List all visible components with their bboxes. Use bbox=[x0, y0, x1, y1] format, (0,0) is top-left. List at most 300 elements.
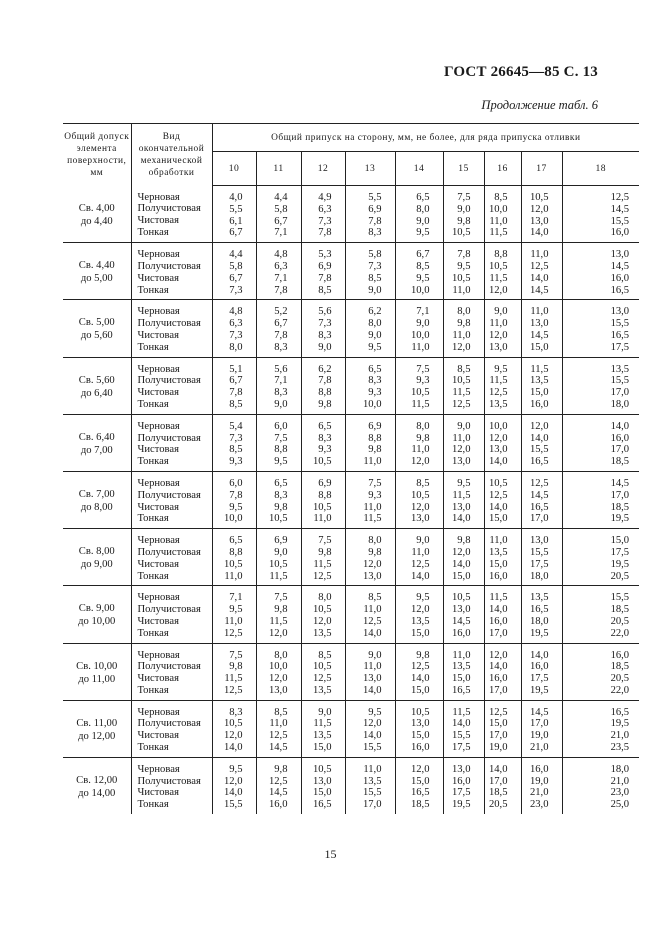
machining-kind-label: Тонкая bbox=[137, 341, 169, 353]
allowance-value: 12,5 bbox=[610, 192, 630, 203]
allowance-value: 10,5 bbox=[312, 456, 332, 468]
allowance-value: 10,0 bbox=[268, 661, 288, 673]
allowance-value: 8,5 bbox=[318, 284, 332, 296]
allowance-value: 10,0 bbox=[362, 398, 382, 410]
allowance-value: 4,8 bbox=[274, 249, 288, 261]
allowance-value: 12,5 bbox=[223, 627, 243, 639]
allowance-value-cell bbox=[443, 529, 484, 586]
allowance-value: 11,5 bbox=[489, 375, 508, 387]
allowance-value: 11,5 bbox=[269, 570, 288, 582]
table-row bbox=[63, 357, 639, 414]
allowance-value-cell bbox=[212, 243, 256, 300]
allowance-value-cell bbox=[212, 700, 256, 757]
allowance-value-cell bbox=[443, 700, 484, 757]
allowance-value: 17,0 bbox=[529, 718, 549, 730]
allowance-value: 16,5 bbox=[529, 604, 549, 616]
allowance-value: 11,0 bbox=[452, 329, 471, 341]
allowance-value: 9,8 bbox=[457, 215, 471, 227]
allowance-value: 11,0 bbox=[363, 604, 382, 616]
allowance-value-cell bbox=[395, 300, 443, 357]
allowance-value: 10,0 bbox=[410, 284, 430, 296]
allowance-value: 14,0 bbox=[223, 787, 243, 799]
allowance-value: 11,0 bbox=[411, 546, 430, 558]
allowance-value-cell bbox=[345, 529, 395, 586]
allowance-value: 5,6 bbox=[274, 363, 288, 375]
tolerance-cell bbox=[63, 414, 131, 471]
allowance-value: 15,0 bbox=[529, 341, 549, 353]
allowance-value: 8,8 bbox=[274, 444, 288, 456]
allowance-value: 11,5 bbox=[363, 513, 382, 525]
allowance-value: 10,5 bbox=[451, 375, 471, 387]
allowance-value-cell bbox=[212, 300, 256, 357]
machining-kind-label: Чистовая bbox=[137, 272, 179, 284]
tolerance-cell bbox=[63, 357, 131, 414]
allowance-value: 11,5 bbox=[452, 489, 471, 501]
allowance-value: 18,5 bbox=[410, 799, 430, 811]
tolerance-range-line: до 10,00 bbox=[78, 616, 116, 628]
allowance-value: 11,0 bbox=[489, 535, 508, 547]
machining-kind-label: Получистовая bbox=[137, 203, 201, 215]
allowance-value: 10,5 bbox=[312, 501, 332, 513]
machining-kind-label: Чистовая bbox=[137, 558, 179, 570]
allowance-value: 11,5 bbox=[313, 558, 332, 570]
allowance-value: 12,5 bbox=[312, 673, 332, 685]
machining-kind-cell bbox=[131, 643, 212, 700]
allowance-value: 12,5 bbox=[529, 477, 549, 489]
allowance-value: 12,0 bbox=[410, 604, 430, 616]
allowance-value: 11,0 bbox=[363, 763, 382, 775]
allowance-value-cell bbox=[345, 757, 395, 814]
tolerance-range-line: до 7,00 bbox=[80, 444, 113, 456]
allowance-value-cell bbox=[256, 414, 301, 471]
allowance-value: 9,5 bbox=[229, 501, 243, 513]
allowance-value: 9,5 bbox=[368, 341, 382, 353]
tolerance-range-line: до 6,40 bbox=[80, 387, 113, 399]
machining-kind-label: Тонкая bbox=[137, 570, 169, 582]
allowance-value: 6,7 bbox=[229, 272, 243, 284]
allowance-value: 9,8 bbox=[274, 763, 288, 775]
allowance-value: 18,5 bbox=[610, 661, 630, 673]
allowance-value: 11,5 bbox=[489, 592, 508, 604]
allowance-value: 5,4 bbox=[229, 420, 243, 432]
allowance-value-cell bbox=[443, 586, 484, 643]
allowance-value: 9,8 bbox=[416, 649, 430, 661]
tolerance-range-line: Св. 11,00 bbox=[76, 717, 118, 729]
allowance-value: 12,0 bbox=[268, 627, 288, 639]
allowance-value: 5,5 bbox=[368, 192, 382, 203]
machining-kind-cell bbox=[131, 529, 212, 586]
allowance-value: 8,8 bbox=[494, 249, 508, 261]
tolerance-cell bbox=[63, 300, 131, 357]
machining-kind-label: Чистовая bbox=[137, 730, 179, 742]
allowance-value: 17,5 bbox=[610, 546, 630, 558]
machining-kind-label: Черновая bbox=[137, 592, 180, 604]
allowance-value-cell bbox=[345, 414, 395, 471]
allowance-value: 8,8 bbox=[318, 387, 332, 399]
machining-kind-cell bbox=[131, 243, 212, 300]
allowance-value: 15,0 bbox=[312, 787, 332, 799]
allowance-value: 9,8 bbox=[368, 546, 382, 558]
allowance-value-cell bbox=[212, 414, 256, 471]
allowance-value: 15,5 bbox=[610, 375, 630, 387]
allowance-value: 13,5 bbox=[312, 627, 332, 639]
allowance-value: 23,0 bbox=[610, 787, 630, 799]
allowance-value-cell bbox=[256, 186, 301, 243]
allowance-value: 11,5 bbox=[269, 615, 288, 627]
allowance-value: 9,3 bbox=[368, 387, 382, 399]
allowance-value-cell bbox=[212, 529, 256, 586]
allowance-value-cell bbox=[256, 357, 301, 414]
allowance-value: 8,0 bbox=[457, 306, 471, 318]
allowance-value: 19,5 bbox=[610, 513, 630, 525]
allowance-value: 11,0 bbox=[530, 249, 549, 261]
allowance-value-cell bbox=[443, 243, 484, 300]
allowance-value: 7,1 bbox=[274, 375, 288, 387]
allowance-value: 7,5 bbox=[274, 432, 288, 444]
allowance-value: 15,0 bbox=[610, 535, 630, 547]
allowance-value: 12,0 bbox=[451, 546, 471, 558]
allowance-value: 16,5 bbox=[410, 787, 430, 799]
allowance-value: 21,0 bbox=[610, 775, 630, 787]
allowance-value: 15,5 bbox=[451, 730, 471, 742]
allowance-value: 10,5 bbox=[268, 558, 288, 570]
allowance-value: 8,8 bbox=[229, 546, 243, 558]
allowance-value: 13,0 bbox=[362, 570, 382, 582]
machining-kind-label: Черновая bbox=[137, 649, 180, 661]
allowance-value: 8,3 bbox=[368, 375, 382, 387]
allowance-value: 15,0 bbox=[312, 742, 332, 754]
allowance-value-cell bbox=[562, 357, 639, 414]
allowance-value: 15,5 bbox=[223, 799, 243, 811]
machining-kind-label: Чистовая bbox=[137, 387, 179, 399]
machining-kind-label: Чистовая bbox=[137, 615, 179, 627]
machining-kind-label: Чистовая bbox=[137, 444, 179, 456]
allowance-value: 10,5 bbox=[488, 477, 508, 489]
allowance-value: 8,5 bbox=[229, 444, 243, 456]
allowance-value: 19,5 bbox=[610, 718, 630, 730]
allowance-value-cell bbox=[521, 471, 562, 528]
allowance-value: 8,3 bbox=[318, 329, 332, 341]
allowance-value-cell bbox=[395, 414, 443, 471]
machining-kind-label: Черновая bbox=[137, 477, 180, 489]
allowance-value: 7,1 bbox=[274, 272, 288, 284]
allowance-value: 8,0 bbox=[318, 592, 332, 604]
allowance-value: 8,0 bbox=[368, 318, 382, 330]
allowance-value-cell bbox=[484, 243, 521, 300]
allowance-value: 11,0 bbox=[224, 570, 243, 582]
allowance-value: 12,0 bbox=[410, 763, 430, 775]
allowance-value-cell bbox=[443, 414, 484, 471]
allowance-value: 6,3 bbox=[318, 203, 332, 215]
allowance-value: 11,0 bbox=[489, 215, 508, 227]
allowance-value: 15,0 bbox=[488, 718, 508, 730]
allowance-value-cell bbox=[345, 643, 395, 700]
allowance-value: 12,5 bbox=[488, 489, 508, 501]
allowance-value: 9,8 bbox=[229, 661, 243, 673]
tolerance-range-line: Св. 5,00 bbox=[78, 317, 115, 329]
allowance-value: 16,0 bbox=[529, 661, 549, 673]
allowance-value: 6,9 bbox=[368, 203, 382, 215]
allowance-value: 8,0 bbox=[274, 649, 288, 661]
table-row bbox=[63, 529, 639, 586]
tolerance-range-line: Св. 8,00 bbox=[78, 546, 115, 558]
allowance-value: 6,5 bbox=[274, 477, 288, 489]
allowance-value-cell bbox=[301, 243, 345, 300]
allowance-value: 21,0 bbox=[529, 787, 549, 799]
allowance-value: 15,5 bbox=[362, 787, 382, 799]
table-continuation-label: Продолжение табл. 6 bbox=[481, 98, 598, 112]
allowance-value: 13,0 bbox=[529, 215, 549, 227]
allowance-value: 9,8 bbox=[274, 604, 288, 616]
allowance-value: 12,5 bbox=[410, 661, 430, 673]
allowance-value: 17,0 bbox=[488, 627, 508, 639]
allowance-value-cell bbox=[521, 186, 562, 243]
allowance-value: 6,7 bbox=[229, 227, 243, 239]
allowance-value: 19,0 bbox=[529, 775, 549, 787]
allowance-value: 16,5 bbox=[312, 799, 332, 811]
allowance-value: 15,0 bbox=[410, 684, 430, 696]
allowance-value: 12,5 bbox=[268, 775, 288, 787]
machining-kind-label: Черновая bbox=[137, 535, 180, 547]
document-header: ГОСТ 26645—85 С. 13 bbox=[444, 64, 598, 80]
allowance-value: 9,5 bbox=[494, 363, 508, 375]
allowance-value: 9,5 bbox=[457, 260, 471, 272]
allowance-value: 12,0 bbox=[488, 329, 508, 341]
allowance-value-cell bbox=[212, 643, 256, 700]
allowance-value-cell bbox=[301, 186, 345, 243]
allowance-value: 11,0 bbox=[489, 318, 508, 330]
allowance-value: 19,5 bbox=[529, 627, 549, 639]
allowance-value: 9,5 bbox=[368, 706, 382, 718]
machining-kind-label: Получистовая bbox=[137, 260, 201, 272]
allowance-value: 8,3 bbox=[274, 489, 288, 501]
tolerance-cell bbox=[63, 700, 131, 757]
allowance-value-cell bbox=[562, 243, 639, 300]
allowance-value: 16,0 bbox=[410, 742, 430, 754]
allowance-value: 11,5 bbox=[452, 387, 471, 399]
allowance-value: 14,0 bbox=[451, 718, 471, 730]
allowance-value: 7,3 bbox=[229, 432, 243, 444]
allowance-value-cell bbox=[345, 243, 395, 300]
machining-kind-cell bbox=[131, 357, 212, 414]
allowance-value-cell bbox=[345, 186, 395, 243]
allowance-value: 9,3 bbox=[416, 375, 430, 387]
allowance-row-header: 16 bbox=[484, 152, 521, 186]
allowance-value: 7,1 bbox=[229, 592, 243, 604]
allowance-value: 8,5 bbox=[457, 363, 471, 375]
allowance-value: 8,3 bbox=[229, 706, 243, 718]
allowance-value: 7,5 bbox=[229, 649, 243, 661]
allowance-value: 4,4 bbox=[229, 249, 243, 261]
allowance-value: 16,0 bbox=[488, 570, 508, 582]
machining-kind-label: Тонкая bbox=[137, 684, 169, 696]
allowance-row-header: 11 bbox=[256, 152, 301, 186]
allowance-value: 14,5 bbox=[529, 489, 549, 501]
machining-kind-label: Тонкая bbox=[137, 398, 169, 410]
allowance-value-cell bbox=[521, 300, 562, 357]
allowance-value: 14,0 bbox=[610, 420, 630, 432]
allowance-value: 6,3 bbox=[229, 318, 243, 330]
allowance-value: 8,0 bbox=[416, 420, 430, 432]
allowance-value: 14,0 bbox=[488, 604, 508, 616]
allowance-value: 9,8 bbox=[274, 501, 288, 513]
allowance-value: 9,8 bbox=[457, 318, 471, 330]
allowance-value-cell bbox=[212, 757, 256, 814]
allowance-value: 6,0 bbox=[274, 420, 288, 432]
allowance-value: 14,5 bbox=[451, 615, 471, 627]
allowance-value: 13,0 bbox=[451, 763, 471, 775]
allowance-row-header: 17 bbox=[521, 152, 562, 186]
allowance-value: 14,0 bbox=[529, 227, 549, 239]
allowance-row-header: 13 bbox=[345, 152, 395, 186]
allowance-value: 17,0 bbox=[488, 775, 508, 787]
allowance-value-cell bbox=[256, 243, 301, 300]
allowance-value: 12,0 bbox=[362, 718, 382, 730]
machining-kind-label: Получистовая bbox=[137, 546, 201, 558]
allowance-value-cell bbox=[521, 357, 562, 414]
allowance-value: 9,8 bbox=[368, 444, 382, 456]
allowance-value: 6,2 bbox=[318, 363, 332, 375]
allowance-value: 14,0 bbox=[488, 456, 508, 468]
allowance-value-cell bbox=[256, 529, 301, 586]
allowance-value: 13,5 bbox=[529, 592, 549, 604]
allowance-value: 11,0 bbox=[411, 444, 430, 456]
allowance-value-cell bbox=[443, 757, 484, 814]
machining-kind-cell bbox=[131, 586, 212, 643]
allowance-value: 10,0 bbox=[488, 203, 508, 215]
allowance-value: 9,3 bbox=[318, 444, 332, 456]
allowance-value: 22,0 bbox=[610, 684, 630, 696]
allowance-value-cell bbox=[301, 643, 345, 700]
machining-kind-label: Черновая bbox=[137, 306, 180, 318]
allowance-value: 8,3 bbox=[318, 432, 332, 444]
allowance-value: 13,0 bbox=[451, 456, 471, 468]
allowance-value: 9,5 bbox=[457, 477, 471, 489]
allowance-value: 15,0 bbox=[410, 627, 430, 639]
allowance-value-cell bbox=[484, 529, 521, 586]
allowance-value: 16,0 bbox=[610, 272, 630, 284]
allowance-value: 5,5 bbox=[229, 203, 243, 215]
machining-kind-label: Черновая bbox=[137, 706, 180, 718]
allowance-value: 18,0 bbox=[529, 570, 549, 582]
allowance-value: 9,8 bbox=[318, 546, 332, 558]
allowance-value: 20,5 bbox=[488, 799, 508, 811]
allowance-value: 18,5 bbox=[610, 604, 630, 616]
allowance-value: 9,0 bbox=[368, 649, 382, 661]
allowance-value: 11,0 bbox=[452, 284, 471, 296]
allowance-value: 7,5 bbox=[274, 592, 288, 604]
allowance-value: 13,5 bbox=[312, 730, 332, 742]
allowance-value-cell bbox=[212, 471, 256, 528]
allowance-value: 10,5 bbox=[223, 718, 243, 730]
allowance-value: 18,5 bbox=[488, 787, 508, 799]
allowance-value: 13,0 bbox=[610, 306, 630, 318]
allowance-value: 8,3 bbox=[368, 227, 382, 239]
allowance-value-cell bbox=[562, 586, 639, 643]
tolerance-range-line: Св. 5,60 bbox=[78, 374, 115, 386]
allowance-value: 16,5 bbox=[610, 284, 630, 296]
allowance-value-cell bbox=[256, 757, 301, 814]
machining-kind-label: Чистовая bbox=[137, 673, 179, 685]
allowance-value: 17,0 bbox=[488, 730, 508, 742]
allowance-value: 13,0 bbox=[362, 673, 382, 685]
allowance-value: 16,0 bbox=[610, 227, 630, 239]
allowance-value: 14,0 bbox=[529, 272, 549, 284]
allowance-value: 10,5 bbox=[410, 706, 430, 718]
machining-kind-label: Тонкая bbox=[137, 456, 169, 468]
allowance-value-cell bbox=[443, 357, 484, 414]
allowance-value-cell bbox=[301, 414, 345, 471]
allowance-value-cell bbox=[562, 414, 639, 471]
allowance-value: 10,5 bbox=[451, 272, 471, 284]
allowance-value: 13,5 bbox=[451, 661, 471, 673]
allowance-value: 14,0 bbox=[410, 570, 430, 582]
allowance-value: 8,0 bbox=[368, 535, 382, 547]
allowance-value: 16,0 bbox=[610, 649, 630, 661]
tolerance-range-line: Св. 6,40 bbox=[78, 431, 115, 443]
allowance-value: 17,5 bbox=[451, 742, 471, 754]
allowance-value: 14,5 bbox=[268, 742, 288, 754]
allowance-value: 11,5 bbox=[224, 673, 243, 685]
allowance-value: 12,5 bbox=[451, 398, 471, 410]
machining-kind-label: Получистовая bbox=[137, 718, 201, 730]
allowance-value: 9,5 bbox=[274, 456, 288, 468]
allowance-value: 16,0 bbox=[488, 615, 508, 627]
allowance-value: 8,8 bbox=[318, 489, 332, 501]
allowance-value: 11,0 bbox=[530, 306, 549, 318]
allowance-value: 18,0 bbox=[610, 763, 630, 775]
allowance-value: 6,0 bbox=[229, 477, 243, 489]
machining-kind-label: Чистовая bbox=[137, 787, 179, 799]
tolerance-range-line: Св. 7,00 bbox=[78, 488, 115, 500]
allowance-value: 14,0 bbox=[451, 513, 471, 525]
allowance-value: 6,9 bbox=[368, 420, 382, 432]
allowance-value: 7,8 bbox=[229, 387, 243, 399]
machining-kind-label: Получистовая bbox=[137, 604, 201, 616]
allowance-value: 9,0 bbox=[494, 306, 508, 318]
allowance-value: 15,0 bbox=[488, 513, 508, 525]
allowance-value: 17,0 bbox=[488, 684, 508, 696]
allowance-value: 10,5 bbox=[451, 227, 471, 239]
allowance-value: 18,5 bbox=[610, 456, 630, 468]
machining-kind-label: Получистовая bbox=[137, 375, 201, 387]
tolerance-cell bbox=[63, 186, 131, 243]
allowance-value: 6,9 bbox=[318, 477, 332, 489]
allowance-value-cell bbox=[521, 586, 562, 643]
allowance-value: 13,0 bbox=[451, 501, 471, 513]
machining-kind-label: Тонкая bbox=[137, 627, 169, 639]
allowance-value-cell bbox=[484, 414, 521, 471]
allowance-value: 12,5 bbox=[410, 558, 430, 570]
allowance-value-cell bbox=[345, 700, 395, 757]
machining-kind-label: Получистовая bbox=[137, 432, 201, 444]
allowance-value: 16,5 bbox=[610, 706, 630, 718]
allowance-value: 8,5 bbox=[274, 706, 288, 718]
allowance-row-header: 18 bbox=[562, 152, 639, 186]
allowance-value-cell bbox=[484, 186, 521, 243]
tolerance-range-line: до 4,40 bbox=[80, 215, 113, 227]
allowance-value: 10,5 bbox=[312, 661, 332, 673]
allowance-value-cell bbox=[443, 471, 484, 528]
allowance-value-cell bbox=[521, 643, 562, 700]
machining-kind-label: Получистовая bbox=[137, 775, 201, 787]
allowance-value-cell bbox=[521, 414, 562, 471]
allowance-value: 6,7 bbox=[274, 215, 288, 227]
machining-kind-label: Черновая bbox=[137, 363, 180, 375]
allowance-value: 12,5 bbox=[529, 260, 549, 272]
allowance-value: 22,0 bbox=[610, 627, 630, 639]
allowance-value: 10,5 bbox=[223, 558, 243, 570]
